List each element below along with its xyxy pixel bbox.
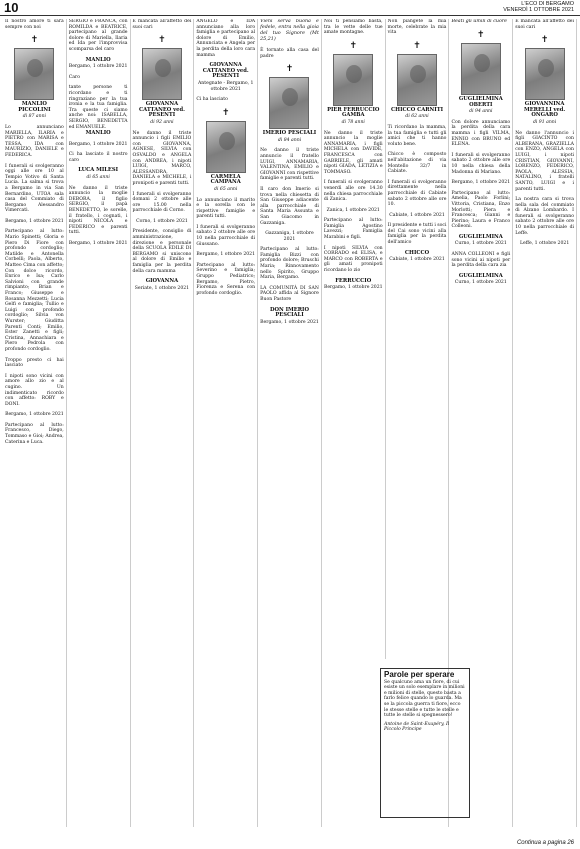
- age-line: di 65 anni: [214, 186, 238, 192]
- notice-text: Ne danno l'annuncio i figli GIACINTO con ALBERANA, GRAZIELLA con ENZO, ANGELA con LUIGI, i nipoti CRISTIAN, GIOVANNI, LORENZO, FEDERICO, PAOLA, ALESSIA, NATALINO, i fratelli SANTO, LUIGI e i parenti tutti.: [515, 130, 574, 192]
- obituary-notice: [515, 241, 574, 247]
- place-date: Bergamo, 1 ottobre 2021: [451, 180, 511, 186]
- obituary-notice: [5, 219, 64, 225]
- portrait-photo: [14, 48, 54, 100]
- obituary-notice: [451, 30, 510, 115]
- obituary-notice: [260, 64, 319, 143]
- deceased-name: MANLIO: [85, 130, 111, 137]
- obituary-notice: [260, 231, 319, 242]
- obituary-notice: [260, 308, 319, 326]
- age-line: di 65 anni: [86, 175, 110, 181]
- deceased-name: FERRUCCIO: [335, 277, 372, 284]
- notice-text: Ti ricordano la mamma, la tua famiglia e tutti gli amici che ti hanno voluto bene.: [387, 124, 447, 147]
- obituary-notice: [451, 274, 510, 286]
- notice-text: Ne danno il triste annuncio la moglie ANNAMARIA, i figli MICHELA con DAVIDE, FRANCESCA con GABRIELE, gli amati nipoti GIADA, LETIZIA e TOMMASO.: [323, 130, 383, 175]
- obituary-notice: [133, 219, 192, 225]
- verse-text: Vieni serva buona e fedele, entra nella gioia del tuo Signore (Mt 25,21): [260, 19, 319, 42]
- obituary-notice: [388, 41, 447, 120]
- place-date: Antegnate - Bergamo, 1 ottobre 2021: [197, 80, 254, 92]
- obituary-notice: [388, 152, 447, 174]
- age-line: di 62 anni: [405, 114, 429, 120]
- cross-icon: ✝: [477, 30, 485, 40]
- column-6: [322, 19, 386, 659]
- obituary-notice: [388, 223, 447, 245]
- age-line: di 84 anni: [277, 137, 302, 143]
- deceased-name: GUGLIELMINA: [458, 272, 503, 279]
- notice-text: ANNA COLLEONI e figli sono vicini ai nipoti per la perdita della cara zia: [451, 252, 511, 269]
- column-3: [131, 19, 195, 827]
- obituary-notice: [69, 186, 128, 236]
- obituary-notice: [196, 252, 255, 258]
- notice-text: I nipoti sono vicini con amore allo zio e al cugino. Un indimenticato ricordo con affetto: ROBY e DONI.: [5, 373, 64, 407]
- deceased-name: GUGLIELMINA OBERTI: [458, 96, 503, 108]
- place-date: Bergamo, 1 ottobre 2021: [5, 412, 64, 418]
- portrait-photo: [269, 77, 309, 129]
- obituary-notice: [515, 19, 574, 30]
- newspaper-name: L'ECO DI BERGAMO: [521, 1, 574, 7]
- notice-text: Il presidente e tutti i soci del Cai sono vicini alla famiglia per la perdita dell'amico: [387, 223, 447, 246]
- portrait-photo: [397, 54, 437, 106]
- obituary-notice: [388, 180, 447, 208]
- place-date: Bergamo, 1 ottobre 2021: [260, 319, 319, 325]
- notice-text: I funerali si svolgeranno sabato 2 ottobre alle ore 10 nella parrocchiale di Giussano.: [196, 224, 256, 247]
- page-header: [0, 0, 580, 16]
- obituary-notice: [5, 374, 64, 408]
- obituary-notice: [69, 58, 128, 70]
- notice-text: Ne danno il triste annuncio i figli EMILIO con GIOVANNA, AGNESE, SILVIA con OSVALDO e ANGELA con ANDREA, i nipoti LUIGI, MARCO, ALESSANDRA, DANIELA e MICHELE, i pronipoti e parenti tutti.: [132, 130, 192, 186]
- word-box-text: Se qualcuno ama un fiore, di cui esiste un solo esemplare in milioni e milioni di stelle, questo basta a farlo felice quando lo guarda. Ma se la piccola guerra ti fiore, ecco le stesse stelle e tutte le stelle e tutte le stelle si spegnessero!: [384, 679, 465, 719]
- obituary-notice: [133, 192, 192, 214]
- notice-text: Partecipano al lutto: Severino e famiglia; Gruppo Pediatrico; Bergamo, Pietro, Fiorenza e Serena con profondo cordoglio.: [196, 262, 256, 296]
- obituary-notice: [260, 247, 319, 281]
- deceased-name: GIOVANNINA MERELLI ved. ONGARO: [523, 101, 566, 119]
- obituary-notice: [196, 19, 255, 58]
- obituary-notice: [133, 35, 192, 125]
- age-line: di 94 anni: [469, 109, 493, 115]
- column-9: [513, 19, 577, 827]
- obituary-notice: [69, 152, 128, 163]
- portrait-photo: [461, 43, 501, 95]
- notice-text: Partecipano al lutto: Amelia, Paolo Forlini; Vittoria, Cristiana, Enzo Morlotti; Piera e Francesca; Gianni e Pierino; Laura e Franco Colleoni.: [451, 190, 511, 230]
- deceased-name: GUGLIELMINA: [458, 233, 503, 240]
- obituary-notice: [388, 19, 447, 36]
- place-date: Gazzaniga, 1 ottobre 2021: [265, 231, 314, 242]
- word-box-title: Parole per sperare: [384, 670, 455, 679]
- portrait-photo: [333, 54, 373, 106]
- obituary-notice: [388, 251, 447, 263]
- notice-text: I funerali si svolgeranno direttamente nella parrocchiale di Cabiate sabato 2 ottobre alle ore 10.: [387, 179, 447, 208]
- place-date: Bergamo, 1 ottobre 2021: [68, 64, 128, 70]
- obituary-notice: [260, 187, 319, 226]
- place-date: Corno, 1 ottobre 2021: [136, 218, 188, 224]
- notice-text: Il caro don Imerio si trova nella chiesetta di San Giuseppe adiacente alla parrocchiale di Santa Maria Assunta e San Giacomo in Gazzaniga.: [260, 186, 319, 226]
- place-date: Bergamo, 1 ottobre 2021: [68, 241, 128, 246]
- obituary-notice: [5, 35, 64, 120]
- notice-text: È mancata all'affetto dei suoi cari: [132, 19, 192, 30]
- notice-text: È tornato alla casa del padre: [260, 48, 319, 59]
- obituary-notice: [515, 131, 574, 193]
- obituary-notice: [260, 286, 319, 303]
- cross-icon: ✝: [349, 40, 358, 51]
- notice-text: Presidente, consiglio di amministrazione, direzione e personale della SCUOLA EDILE DI BERGAMO si uniscono al dolore di Emilio e famiglia per la perdita della cara mamma: [132, 229, 192, 274]
- column-4: [194, 19, 258, 827]
- place-date: Cabiate, 1 ottobre 2021: [389, 212, 445, 218]
- word-box-author: Antoine de Saint-Exupéry, Il Piccolo Principe: [384, 721, 450, 733]
- age-line: di 87 anni: [22, 114, 47, 120]
- cross-icon: ✝: [221, 107, 230, 118]
- obituary-notice: [451, 191, 510, 230]
- cross-icon: ✝: [158, 35, 166, 46]
- obituary-notice: [5, 164, 64, 214]
- notice-text: Ci ha lasciato il nostro caro: [68, 152, 128, 163]
- place-date: Bergamo, 1 ottobre 2021: [196, 252, 256, 258]
- continuation-note: Continua a pagina 26: [516, 840, 574, 846]
- obituary-notice: [260, 148, 319, 182]
- deceased-name: MANLIO PICCOLINI: [18, 101, 51, 113]
- obituary-notice: [324, 208, 383, 214]
- age-line: di 92 anni: [150, 119, 174, 125]
- obituary-notice: [324, 246, 383, 274]
- obituary-notice: [196, 97, 255, 103]
- column-2: [67, 19, 131, 827]
- issue-date: VENERDÌ 1 OTTOBRE 2021: [503, 7, 574, 13]
- deceased-name: DON IMERIO PESCIALI: [270, 306, 309, 319]
- notice-text: Lo annunciano il marito e la sorella con le rispettive famiglie e parenti tutti.: [196, 197, 256, 220]
- notice-text: Ne danno il triste annuncio il fratello LUIGI, ANNAMARIA, VALENTINA, EMILIO e GIOVANNI con rispettive famiglie e parenti tutti.: [260, 148, 319, 182]
- obituary-notice: [133, 279, 192, 291]
- obituary-notice: [324, 180, 383, 202]
- portrait-photo: [142, 48, 182, 100]
- deceased-name: PIER FERRUCCIO GAMBA: [327, 106, 380, 119]
- notice-text: I funerali si svolgeranno venerdì alle ore 14.30 nella chiesa parrocchiale di Zanica.: [323, 180, 383, 203]
- deceased-name: CHICCO CARNITI: [391, 106, 444, 113]
- column-5: [258, 19, 322, 827]
- obituary-notice: [5, 358, 64, 369]
- column-1: [3, 19, 67, 827]
- notice-text: Non piangete la mia morte, celebrate la mia vita: [387, 19, 447, 36]
- obituary-notice: [69, 19, 128, 53]
- place-date: Curno, 1 ottobre 2021: [454, 241, 507, 247]
- notice-text: SERGIO e FRANCA, con ROMILDA e BEATRICE, partecipano al grande dolore di Mariella, Ilaria ed Ida per l'improvvisa scomparsa del caro: [68, 19, 128, 52]
- notice-text: tante persone ti ricordano e ti ringraziano per la tua ironia e la tua famiglia. Tra queste ci siamo anche noi: ISABELLA, SERGIO, BENEDETTA ed EMANUELE.: [68, 85, 128, 130]
- notice-text: LA COMUNITÀ DI SAN PAOLO affida al Signore Buon Pastore: [260, 285, 319, 303]
- place-date: Bergamo, 1 ottobre 2021: [323, 285, 383, 291]
- notice-text: I funerali si svolgeranno domani 2 ottobre alle ore 15.00 nella parrocchiale di Corno.: [132, 191, 192, 214]
- deceased-name: CARMELA CAMPANA: [210, 173, 241, 186]
- notice-text: È mancata all'affetto dei suoi cari: [515, 19, 574, 30]
- notice-text: Con dolore annunciamo la perdita della cara mamma i figli VILMA, ENNIO con BRUNO ed ELENA.: [451, 119, 511, 148]
- notice-text: Lo annunciano MARIELLA, ILARIA e PIETRO con MARISA e TESSA, IDA con MAURIZIO, DANIELE e FEDERICA.: [5, 124, 64, 158]
- obituary-notice: [324, 279, 383, 291]
- place-date: Leffe, 1 ottobre 2021: [519, 241, 570, 247]
- obituary-notice: [324, 41, 383, 126]
- deceased-name: CHICCO: [404, 249, 430, 256]
- page-number: 10: [4, 0, 19, 15]
- deceased-name: IMERIO PESCIALI: [262, 130, 317, 137]
- obituary-notice: [196, 63, 255, 92]
- obituary-notice: [388, 125, 447, 147]
- notice-text: I funerali si svolgeranno sabato 2 ottobre alle ore 10 nella chiesa della Madonna di Mariano.: [451, 152, 511, 175]
- obituary-notice: [515, 35, 574, 125]
- notice-text: I funerali si svolgeranno oggi alle ore 10 al Tempio Votivo di Santa Lucia. La salma si trova a Bergamo in via San Bernardino, UTOA sala casa del Commiato di Bergamo Alessandro Vimercati.: [5, 163, 64, 214]
- obituary-notice: [388, 213, 447, 219]
- cross-icon: ✝: [540, 35, 549, 46]
- cross-icon: ✝: [30, 35, 39, 46]
- obituary-notice: [451, 120, 510, 148]
- deceased-name: GIOVANNA: [145, 278, 179, 285]
- place-date: Seriate, 1 ottobre 2021: [134, 285, 190, 291]
- obituary-notice: [69, 142, 128, 148]
- obituary-notice: [260, 48, 319, 59]
- cross-icon: ✝: [285, 64, 294, 75]
- obituary-notice: [451, 180, 510, 186]
- portrait-photo: [206, 121, 246, 173]
- place-date: Zanica, 1 ottobre 2021: [326, 207, 380, 213]
- deceased-name: LUCA MILESI: [78, 167, 119, 174]
- place-date: Bergamo, 1 ottobre 2021: [5, 218, 64, 224]
- notice-text: Ci ha lasciato: [196, 97, 228, 103]
- notice-text: ANGELO e IDA annunciano alla loro famiglia e partecipano al dolore di Emilio, Annunciata e Angela per la perdita della loro cara mamma: [196, 19, 256, 58]
- obituary-notice: [5, 19, 64, 30]
- obituaries-grid: [3, 19, 577, 829]
- obituary-notice: [196, 108, 255, 193]
- deceased-name: MANLIO: [85, 56, 111, 63]
- notice-text: Partecipano al lutto: Famiglia Agostino Lavezzi; Famiglia Marabini e figli.: [323, 218, 383, 241]
- obituary-notice: [5, 423, 64, 445]
- place-date: Bergamo, 1 ottobre 2021: [68, 141, 128, 147]
- obituary-notice: [69, 85, 128, 136]
- obituary-notice: [133, 19, 192, 30]
- obituary-notice: [324, 131, 383, 176]
- obituary-notice: [5, 125, 64, 159]
- obituary-notice: [324, 218, 383, 240]
- verse-text: Beati gli umili di cuore: [451, 19, 508, 24]
- notice-text: Partecipano al lutto: Famiglia Bizzi con profondo dolore; Bruschi Maria; Rinnovamento nello Spirito, Gruppo Maria, Bergamo.: [260, 247, 319, 281]
- notice-text: Ne danno il triste annuncio la moglie DEBORA, il figlio SERGIO, il papà BENEDETTO, le sorelle, il fratello, i cognati, i nipoti NICOLA e FEDERICO e parenti tutti.: [68, 185, 128, 236]
- obituary-notice: [196, 263, 255, 297]
- notice-text: Chicco è composto nell'abitazione di via Montello 32/7 in Cabiate.: [387, 152, 447, 175]
- deceased-name: GIOVANNA CATTANEO ved. PESENTI: [202, 62, 249, 80]
- deceased-name: GIOVANNA CATTANEO ved. PESENTI: [138, 101, 185, 119]
- place-date: Curno, 1 ottobre 2021: [454, 280, 507, 286]
- obituary-notice: [69, 75, 128, 81]
- obituary-notice: [5, 229, 64, 352]
- obituary-notice: [196, 198, 255, 220]
- word-box: [380, 668, 470, 818]
- obituary-notice: [451, 235, 510, 247]
- age-line: di 78 anni: [341, 119, 365, 125]
- obituary-notice: [133, 229, 192, 274]
- obituary-notice: [515, 197, 574, 236]
- obituary-notice: [260, 19, 319, 43]
- obituary-notice: [324, 19, 383, 36]
- masthead: [503, 1, 574, 13]
- obituary-notice: [196, 225, 255, 247]
- obituary-notice: [69, 168, 128, 180]
- cross-icon: ✝: [413, 40, 421, 51]
- obituary-notice: [69, 241, 128, 247]
- notice-text: Troppo presto ci hai lasciato: [5, 357, 64, 369]
- obituary-notice: [451, 19, 510, 25]
- obituary-notice: [133, 131, 192, 187]
- obituary-notice: [451, 153, 510, 175]
- place-date: Cabiate, 1 ottobre 2021: [389, 257, 445, 263]
- notice-text: Partecipano al lutto: Mario Spinetti; Gloria e Piero Di Fiore con profondo cordoglio; Matilde e Antonella Corbelli; Paola, Alberto, Matteo Cima con affetto; Con dolce ricordo, Enrico e Isa; Carlo Salvioni con grande rimpianto; Brian e Franco; Giuseppe e Rosanna Mezzetti; Lucia Gelfi e famiglia; Tullio e Luigi con profondo cordoglio; Silvia von Wurster; Giuditta Parenti Conti; Emilio, Ester Zanetti e figli; Cristina, Annachiara e Piero Pedrola con profondo cordoglio.: [5, 229, 64, 352]
- obituary-notice: [451, 252, 510, 269]
- age-line: di 91 anni: [532, 119, 557, 125]
- notice-text: Il nostro amore ti sarà sempre con noi: [5, 19, 64, 30]
- portrait-photo: [525, 48, 565, 100]
- obituary-notice: [5, 412, 64, 418]
- notice-text: I nipoti SILVIA con CORRADO ed ELISA, e MARCO con ROBERTA e gli amati pronipoti ricordano lo zio: [323, 245, 383, 274]
- notice-text: Caro: [68, 74, 80, 80]
- notice-text: Partecipano al lutto: Francesco, Diego, Tommaso e Gioi; Andrea, Caterina e Luca.: [5, 422, 64, 445]
- notice-text: Noi ti pensiamo basta, tra le vette delle tue amate montagne.: [323, 19, 383, 36]
- notice-text: La nostra cara si trova nella sala del commiato di Alzano Lombardo. I funerali si svolgeranno sabato 2 ottobre alle ore 10 nella parrocchiale di Leffe.: [515, 197, 574, 236]
